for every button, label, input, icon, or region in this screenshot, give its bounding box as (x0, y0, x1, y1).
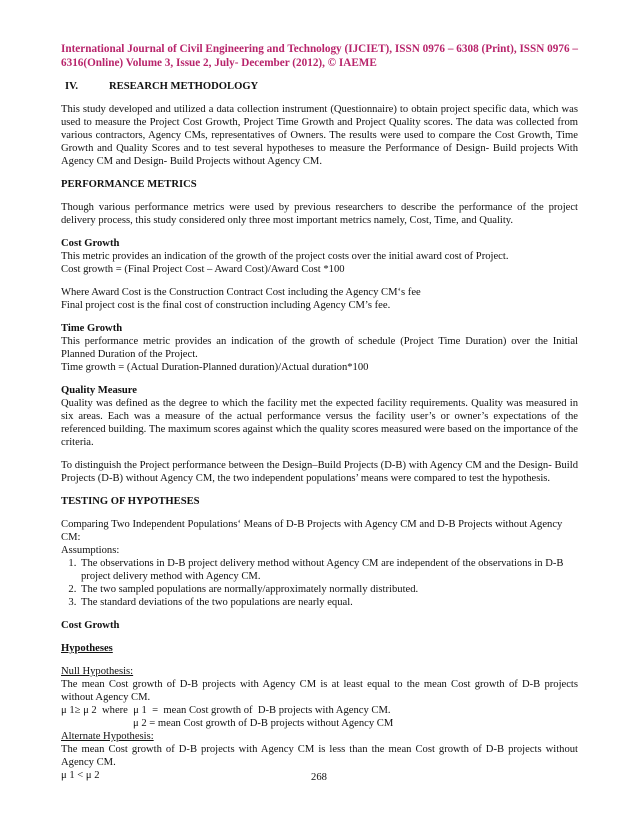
page-number: 268 (311, 772, 327, 783)
time-growth-block (61, 322, 578, 374)
hypotheses-heading: Hypotheses (61, 643, 113, 654)
quality-block (61, 384, 578, 449)
performance-metrics-heading: PERFORMANCE METRICS (61, 179, 197, 190)
cost-growth-subheading: Cost Growth (61, 620, 120, 631)
time-growth-definition: This performance metric provides an indication of the growth of schedule (Project Time Duration) over the Initial Planned Duration of the Project. (61, 336, 578, 360)
cost-growth-heading: Cost Growth (61, 238, 120, 249)
time-growth-formula: Time growth = (Actual Duration-Planned duration)/Actual duration*100 (61, 362, 369, 373)
testing-heading: TESTING OF HYPOTHESES (61, 496, 200, 507)
distinguish-paragraph: To distinguish the Project performance between the Design–Build Projects (D-B) with Agency CM and the Design- Build Projects (D-B) without Agency CM, the two independent populations’ means were compared to test the hypothesis. (61, 460, 578, 484)
cost-terms-block (61, 286, 578, 312)
section-heading (61, 80, 578, 93)
final-cost-definition: Final project cost is the final cost of construction including Agency CM’s fee. (61, 300, 391, 311)
alternate-hypothesis-label: Alternate Hypothesis: (61, 731, 154, 742)
list-item: 2. The two sampled populations are normally/approximately normally distributed. (79, 583, 578, 596)
hypotheses-block (61, 665, 578, 782)
section-number: IV. (65, 81, 79, 92)
section-title: RESEARCH METHODOLOGY (109, 81, 259, 92)
cost-growth-formula: Cost growth = (Final Project Cost – Award Cost)/Award Cost *100 (61, 264, 345, 275)
list-item: 3. The standard deviations of the two populations are nearly equal. (79, 596, 578, 609)
metrics-intro-paragraph: Though various performance metrics were used by previous researchers to describe the performance of the project delivery process, this study considered only three most important metrics namely, Cost, Time, and Quality. (61, 202, 578, 226)
assumptions-label: Assumptions: (61, 545, 120, 556)
award-cost-definition: Where Award Cost is the Construction Contract Cost including the Agency CM‘s fee (61, 287, 421, 298)
assumptions-block (61, 518, 578, 609)
null-hypothesis-text: The mean Cost growth of D-B projects with Agency CM is at least equal to the mean Cost growth of D-B projects without Agency CM. (61, 679, 578, 703)
methodology-paragraph: This study developed and utilized a data collection instrument (Questionnaire) to obtain project specific data, which was used to measure the Project Cost Growth, Project Time Growth and Project Quality scores. The data was collected from various contractors, Agency CMs, representatives of Owners. The results were used to compare the Cost Growth, Time Growth and Quality Scores and to test several hypotheses to measure the Performance of Design- Build projects With Agency CM and Design- Build Projects without Agency CM. (61, 104, 578, 167)
quality-heading: Quality Measure (61, 385, 138, 396)
quality-definition: Quality was defined as the degree to which the facility met the expected facility requirements. Quality was measured in six areas. Each was a measure of the actual performance versus the facility user’s or owner’s expectations of the referenced building. The maximum scores against which the quality scores measured were based on the importance of the criteria. (61, 398, 578, 448)
null-hypothesis-label: Null Hypothesis: (61, 666, 134, 677)
assumptions-list (61, 557, 578, 609)
null-hypothesis-equation: μ 1≥ μ 2 where μ 1 = mean Cost growth of D-B projects with Agency CM. (61, 705, 391, 716)
comparing-statement: Comparing Two Independent Populations‘ Means of D-B Projects with Agency CM and D-B Projects without Agency CM: (61, 519, 563, 543)
alternate-hypothesis-text: The mean Cost growth of D-B projects with Agency CM is less than the mean Cost growth of D-B projects without Agency CM. (61, 744, 578, 768)
cost-growth-definition: This metric provides an indication of the growth of the project costs over the initial award cost of Project. (61, 251, 509, 262)
alternate-hypothesis-equation: μ 1 < μ 2 (61, 770, 100, 781)
cost-growth-block (61, 237, 578, 276)
list-item: 1. The observations in D-B project delivery method without Agency CM are independent of the observations in D-B project delivery method with Agency CM. (79, 557, 578, 583)
null-hypothesis-equation-cont: μ 2 = mean Cost growth of D-B projects without Agency CM (133, 718, 394, 729)
time-growth-heading: Time Growth (61, 323, 123, 334)
journal-header: International Journal of Civil Engineering and Technology (IJCIET), ISSN 0976 – 6308 (Print), ISSN 0976 – 6316(Online) Volume 3, Issue 2, July- December (2012), © IAEME (61, 43, 578, 69)
